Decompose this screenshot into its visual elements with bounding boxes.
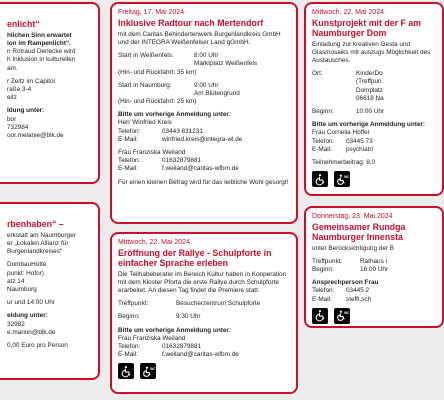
event-intro: unter Berücksichtigung der B [312, 244, 395, 252]
wheelchair-accessible-icon [118, 363, 134, 379]
card-text-line: ur und 14:00 Uhr [7, 299, 55, 307]
phone-label: Telefon: [118, 342, 141, 350]
card-title: rbenhaben“ – [7, 219, 64, 229]
begin-value: 10:00 Uhr [356, 107, 385, 115]
contact-phone[interactable]: 01632879881 [162, 342, 202, 350]
event-date: Mittwoch, 22. Mai 2024 [312, 9, 384, 16]
event-intro: Die Teilhabeberater im Bereich Kultur haben in Kooperation mit dem Kloster Pforta die erste Rallye durch Schulpforte erarbeitet. An diesen Tag findet die Premiere statt. [118, 270, 287, 295]
contact-name: Frau Cornelia Hoffer [312, 129, 370, 137]
event-title: Gemeinsamer Rundga Naumburger Innensta [312, 221, 406, 242]
begin-value: 9:30 Uhr [176, 313, 201, 321]
email-label: E-Mail: [118, 165, 138, 173]
contact-heading: eldung unter: [7, 312, 48, 320]
wheelchair-accessible-icon [312, 171, 328, 187]
event-card-kunstprojekt [304, 2, 444, 196]
wheelchair-accessible-icon [312, 308, 328, 324]
email-label: E-Mail: [118, 135, 138, 143]
meet-label: Treffpunkt: [118, 300, 149, 308]
start-naumburg-row [118, 82, 290, 90]
event-footer: Für einen kleinen Betrag wird für das leibliche Wohl gesorgt! [118, 178, 289, 186]
start-place: Am Blütengrund [194, 89, 240, 97]
contact-email[interactable]: psychiatri [346, 145, 373, 153]
phone-label: Telefon: [312, 287, 335, 295]
contact-phone[interactable]: 01632879881 [162, 157, 202, 165]
event-date: Donnerstag, 23. Mai 2024 [312, 213, 393, 220]
event-title: Kunstprojekt mit der F am Naumburger Dom [312, 17, 421, 38]
card-text-line: hlichen Sinn erwartet [7, 31, 72, 39]
email-label: E-Mail: [312, 295, 332, 303]
contact-heading: Bitte um vorherige Anmeldung unter: [312, 121, 426, 129]
accessibility-icons [312, 171, 436, 187]
start-label: Start in Naumburg: [118, 81, 172, 89]
contact-line: 732984 [7, 123, 29, 131]
contact-email[interactable]: e.marion@blk.de [7, 328, 56, 336]
event-card-rallye [110, 232, 298, 394]
distance-note: (Hin- und Rückfahrt: 25 km) [118, 98, 197, 106]
place-line: 06618 Na [356, 94, 384, 102]
contact-email[interactable]: winfried.kreis@integra-wl.de [162, 135, 243, 143]
card-text-line: n Rotraud Denecke wird [7, 48, 76, 56]
card-text-line: DombauHütte [7, 261, 47, 269]
price-text: 0,00 Euro pro Person [7, 341, 68, 349]
card-text-line: ion im Rampenlicht“. [7, 40, 71, 48]
card-text-line: atz 14 [7, 277, 25, 285]
svg-text:WC: WC [343, 311, 350, 316]
distance-note: (Hin- und Rückfahrt: 35 km) [118, 68, 197, 76]
card-title: enlicht“ [7, 19, 40, 29]
event-date: Mittwoch, 22. Mai 2024 [118, 239, 190, 246]
event-card-left-mid [0, 202, 100, 380]
contact-phone[interactable]: 03445 2 [346, 287, 370, 295]
event-card-radtour [110, 2, 298, 224]
event-title: Eröffnung der Rallye - Schulpforte in einfacher Sprache erleben [118, 247, 272, 268]
card-text-line: punkt: Hofor) [7, 269, 44, 277]
start-time: 8:00 Uhr [194, 52, 219, 60]
begin-label: Beginn: [312, 266, 334, 274]
start-weissenfels-row [118, 52, 290, 60]
meet-value: Rathaus i [360, 257, 387, 265]
contact-heading: Ansprechperson Frau [312, 279, 379, 287]
accessible-wc-icon [140, 363, 156, 379]
event-intro: Einladung zur kreativen Gesta und Glasmosaiks mit auszugs Möglichkeit des Austausches. [312, 40, 431, 65]
accessible-wc-icon [334, 308, 350, 324]
contact-phone[interactable]: 03443 831231 [162, 127, 203, 135]
contact-name: Herr Winfried Kreis [118, 119, 172, 127]
card-text-line: r Zeitz im Capitol [7, 77, 55, 85]
contact-name: Frau Franziska Weiland [118, 149, 186, 157]
contact-name: Frau Franziska Weiland [118, 334, 186, 342]
email-label: E-Mail: [118, 351, 138, 359]
accessibility-icons [118, 363, 290, 379]
place-label: Ort: [312, 70, 323, 78]
start-time: 9:00 Uhr [194, 81, 219, 89]
event-card-rundgang [304, 206, 444, 328]
place-line: KinderDo [356, 70, 383, 78]
card-text-line: er „Lokalen Allianz für [7, 240, 69, 248]
event-intro: mit dem Caritas Behindertenwerk Burgenlandkreis GmbH und der INTEGRA Weißenfelser Land gGmbH. [118, 30, 281, 46]
begin-value: 16:00 Uhr [360, 266, 389, 274]
contact-email[interactable]: f.weiland@caritas-wfbm.de [162, 165, 239, 173]
card-text-line: eitz [7, 94, 17, 102]
contact-line: 32982 [7, 320, 25, 328]
event-card-left-top [0, 2, 100, 184]
contact-heading: Bitte um vorherige Anmeldung unter: [118, 111, 232, 119]
contact-email[interactable]: f.weiland@caritas-wfbm.de [162, 351, 239, 359]
meet-value: Besucherzentrum Schulpforte [176, 300, 261, 308]
svg-text:WC: WC [149, 366, 156, 371]
event-date: Freitag, 17. Mai 2024 [118, 9, 185, 16]
start-place: Marktplatz Weißenfels [194, 60, 258, 68]
email-label: E-Mail: [312, 145, 332, 153]
event-title: Inklusive Radtour nach Mertendorf [118, 17, 264, 28]
meet-label: Treffpunkt: [312, 257, 343, 265]
card-text-line: Naumburg [7, 285, 37, 293]
begin-label: Beginn: [118, 313, 140, 321]
contact-heading: Bitte um vorherige Anmeldung unter: [118, 326, 232, 334]
place-line: (Treffpun [356, 78, 382, 86]
contact-email[interactable]: steffi.sch [346, 295, 372, 303]
accessible-wc-icon [334, 171, 350, 187]
place-line: Domplatz [356, 86, 383, 94]
accessibility-icons [312, 308, 436, 324]
contact-email[interactable]: oor.melanie@blk.de [7, 131, 64, 139]
card-text-line: h Inklusion in kulturellen [7, 56, 76, 64]
start-label: Start in Weißenfels: [118, 52, 174, 60]
contact-line: bor [7, 115, 17, 123]
contact-heading: ldung unter: [7, 107, 45, 115]
fee-text: Teilnehmerbeitrag: 8,0 [312, 158, 376, 166]
phone-label: Telefon: [118, 157, 141, 165]
card-text-line: erkstatt am Naumburger [7, 231, 76, 239]
contact-phone[interactable]: 03445 73 [346, 137, 373, 145]
phone-label: Telefon: [312, 137, 335, 145]
card-text-line: Burgenlandkreises“ [7, 248, 63, 256]
svg-text:WC: WC [343, 174, 350, 179]
card-text-line: am. [7, 64, 18, 72]
begin-label: Beginn: [312, 107, 334, 115]
phone-label: Telefon: [118, 127, 141, 135]
card-text-line: raße 3-4 [7, 85, 32, 93]
